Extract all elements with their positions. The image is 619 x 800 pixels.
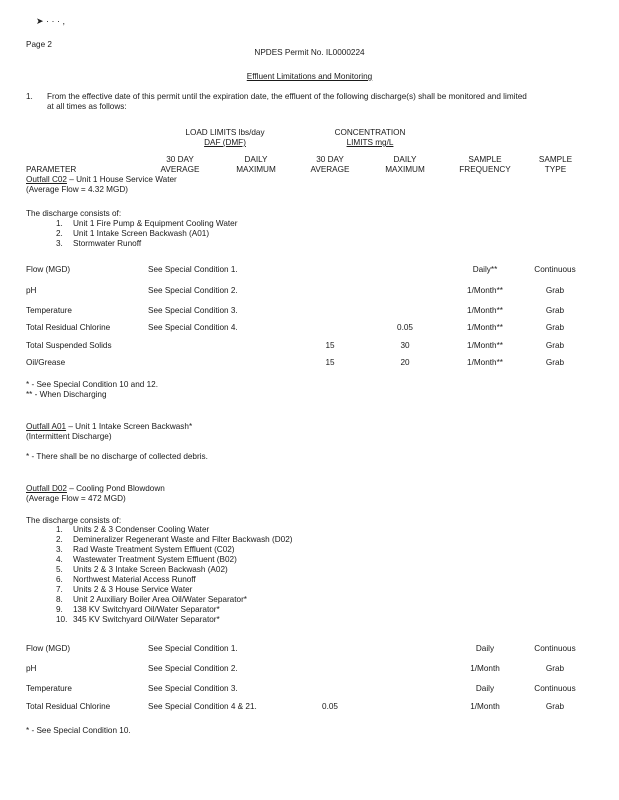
- list-item-text: Unit 1 Intake Screen Backwash (A01): [73, 229, 210, 238]
- outfall-d02-note: * - See Special Condition 10.: [26, 726, 131, 735]
- list-item-text: Unit 2 Auxiliary Boiler Area Oil/Water Separator*: [73, 595, 247, 604]
- header-sample-type-1: SAMPLE: [538, 155, 573, 164]
- header-limits-mgl: LIMITS mg/L: [346, 138, 394, 147]
- cell-parameter: Total Residual Chlorine: [26, 702, 111, 711]
- list-item-number: 2.: [56, 229, 63, 238]
- list-item-text: Stormwater Runoff: [73, 239, 142, 248]
- list-item-text: Unit 1 Fire Pump & Equipment Cooling Water: [73, 219, 238, 228]
- header-30day-conc-1: 30 DAY: [316, 155, 344, 164]
- cell-sample-type: Continuous: [534, 644, 576, 653]
- list-item-number: 4.: [56, 555, 63, 564]
- list-item-text: Units 2 & 3 Condenser Cooling Water: [73, 525, 210, 534]
- header-30day-load-1: 30 DAY: [166, 155, 194, 164]
- cell-sample-type: Grab: [545, 323, 565, 332]
- cell-condition: See Special Condition 4.: [148, 323, 238, 332]
- header-sample-freq-2: FREQUENCY: [459, 165, 511, 174]
- outfall-c02-flow: (Average Flow = 4.32 MGD): [26, 185, 129, 194]
- list-item-text: Wastewater Treatment System Effluent (B02): [73, 555, 237, 564]
- header-daily-conc-1: DAILY: [393, 155, 417, 164]
- cell-parameter: pH: [26, 286, 37, 295]
- list-item-text: Rad Waste Treatment System Effluent (C02): [73, 545, 235, 554]
- header-daily-conc-2: MAXIMUM: [385, 165, 425, 174]
- header-parameter: PARAMETER: [26, 165, 77, 174]
- cell-30day-average: 15: [325, 358, 335, 367]
- header-daf: DAF (DMF): [204, 138, 246, 147]
- list-item-text: Units 2 & 3 Intake Screen Backwash (A02): [73, 565, 228, 574]
- outfall-d02-flow: (Average Flow = 472 MGD): [26, 494, 126, 503]
- header-daily-load-2: MAXIMUM: [236, 165, 276, 174]
- list-item-number: 1.: [56, 219, 63, 228]
- list-item-number: 2.: [56, 535, 63, 544]
- cell-daily-maximum: 0.05: [397, 323, 413, 332]
- cell-sample-type: Continuous: [534, 684, 576, 693]
- list-item-text: Units 2 & 3 House Service Water: [73, 585, 193, 594]
- page-label: Page 2: [26, 40, 52, 49]
- cell-parameter: Flow (MGD): [26, 644, 71, 653]
- list-item-number: 8.: [56, 595, 63, 604]
- cell-sample-type: Grab: [545, 341, 565, 350]
- outfall-a01-note: * - There shall be no discharge of collected debris.: [26, 452, 208, 461]
- list-item-number: 7.: [56, 585, 63, 594]
- cell-parameter: Total Suspended Solids: [26, 341, 112, 350]
- cell-parameter: pH: [26, 664, 37, 673]
- paragraph-line-1: From the effective date of this permit until the expiration date, the effluent of the following discharge(s) shall be monitored and limited: [47, 92, 527, 101]
- outfall-c02-title: Outfall C02 – Unit 1 House Service Water: [26, 175, 177, 184]
- cell-parameter: Temperature: [26, 684, 72, 693]
- header-daily-load-1: DAILY: [244, 155, 268, 164]
- outfall-d02-title: Outfall D02 – Cooling Pond Blowdown: [26, 484, 165, 493]
- paragraph-number: 1.: [26, 92, 33, 101]
- cell-parameter: Flow (MGD): [26, 265, 71, 274]
- cell-sample-frequency: Daily: [475, 644, 495, 653]
- cell-condition: See Special Condition 1.: [148, 265, 238, 274]
- paragraph-line-2: at all times as follows:: [47, 102, 127, 111]
- list-item-number: 3.: [56, 239, 63, 248]
- list-item-text: 138 KV Switchyard Oil/Water Separator*: [73, 605, 220, 614]
- cell-parameter: Oil/Grease: [26, 358, 66, 367]
- cell-sample-frequency: Daily**: [472, 265, 498, 274]
- cell-sample-type: Grab: [545, 286, 565, 295]
- list-item-text: 345 KV Switchyard Oil/Water Separator*: [73, 615, 220, 624]
- cell-sample-frequency: 1/Month: [470, 664, 500, 673]
- list-item-number: 3.: [56, 545, 63, 554]
- list-item-text: Northwest Material Access Runoff: [73, 575, 196, 584]
- list-item-number: 1.: [56, 525, 63, 534]
- cell-condition: See Special Condition 3.: [148, 684, 238, 693]
- list-item-number: 6.: [56, 575, 63, 584]
- cell-sample-type: Grab: [545, 664, 565, 673]
- list-item-text: Demineralizer Regenerant Waste and Filter Backwash (D02): [73, 535, 293, 544]
- cell-sample-frequency: 1/Month**: [467, 341, 503, 350]
- cell-sample-frequency: Daily: [475, 684, 495, 693]
- header-concentration: CONCENTRATION: [334, 128, 406, 137]
- cell-30day-average: 15: [325, 341, 335, 350]
- cell-30day-average: 0.05: [322, 702, 338, 711]
- cell-parameter: Temperature: [26, 306, 72, 315]
- cell-sample-frequency: 1/Month**: [467, 286, 503, 295]
- list-item-number: 9.: [56, 605, 63, 614]
- cell-sample-frequency: 1/Month**: [467, 358, 503, 367]
- cell-sample-type: Continuous: [534, 265, 576, 274]
- scan-marks: ➤ · · · ,: [36, 16, 66, 26]
- outfall-a01-flow: (Intermittent Discharge): [26, 432, 112, 441]
- cell-sample-frequency: 1/Month**: [467, 306, 503, 315]
- cell-sample-type: Grab: [545, 358, 565, 367]
- cell-sample-frequency: 1/Month**: [467, 323, 503, 332]
- cell-sample-frequency: 1/Month: [470, 702, 500, 711]
- cell-condition: See Special Condition 2.: [148, 664, 238, 673]
- cell-condition: See Special Condition 1.: [148, 644, 238, 653]
- header-load-limits: LOAD LIMITS lbs/day: [185, 128, 265, 137]
- header-30day-load-2: AVERAGE: [160, 165, 200, 174]
- cell-condition: See Special Condition 2.: [148, 286, 238, 295]
- cell-condition: See Special Condition 3.: [148, 306, 238, 315]
- cell-condition: See Special Condition 4 & 21.: [148, 702, 257, 711]
- cell-daily-maximum: 30: [400, 341, 410, 350]
- section-title: Effluent Limitations and Monitoring: [246, 72, 373, 81]
- outfall-d02-consists: The discharge consists of:: [26, 516, 122, 525]
- header-sample-freq-1: SAMPLE: [468, 155, 502, 164]
- outfall-c02-note-2: ** - When Discharging: [26, 390, 107, 399]
- header-30day-conc-2: AVERAGE: [310, 165, 350, 174]
- outfall-c02-note-1: * - See Special Condition 10 and 12.: [26, 380, 158, 389]
- cell-sample-type: Grab: [545, 306, 565, 315]
- list-item-number: 10.: [56, 615, 68, 624]
- cell-sample-type: Grab: [545, 702, 565, 711]
- header-sample-type-2: TYPE: [544, 165, 567, 174]
- outfall-a01-title: Outfall A01 – Unit 1 Intake Screen Backwash*: [26, 422, 193, 431]
- cell-daily-maximum: 20: [400, 358, 410, 367]
- permit-number: NPDES Permit No. IL0000224: [254, 48, 365, 57]
- outfall-c02-consists: The discharge consists of:: [26, 209, 122, 218]
- list-item-number: 5.: [56, 565, 63, 574]
- cell-parameter: Total Residual Chlorine: [26, 323, 111, 332]
